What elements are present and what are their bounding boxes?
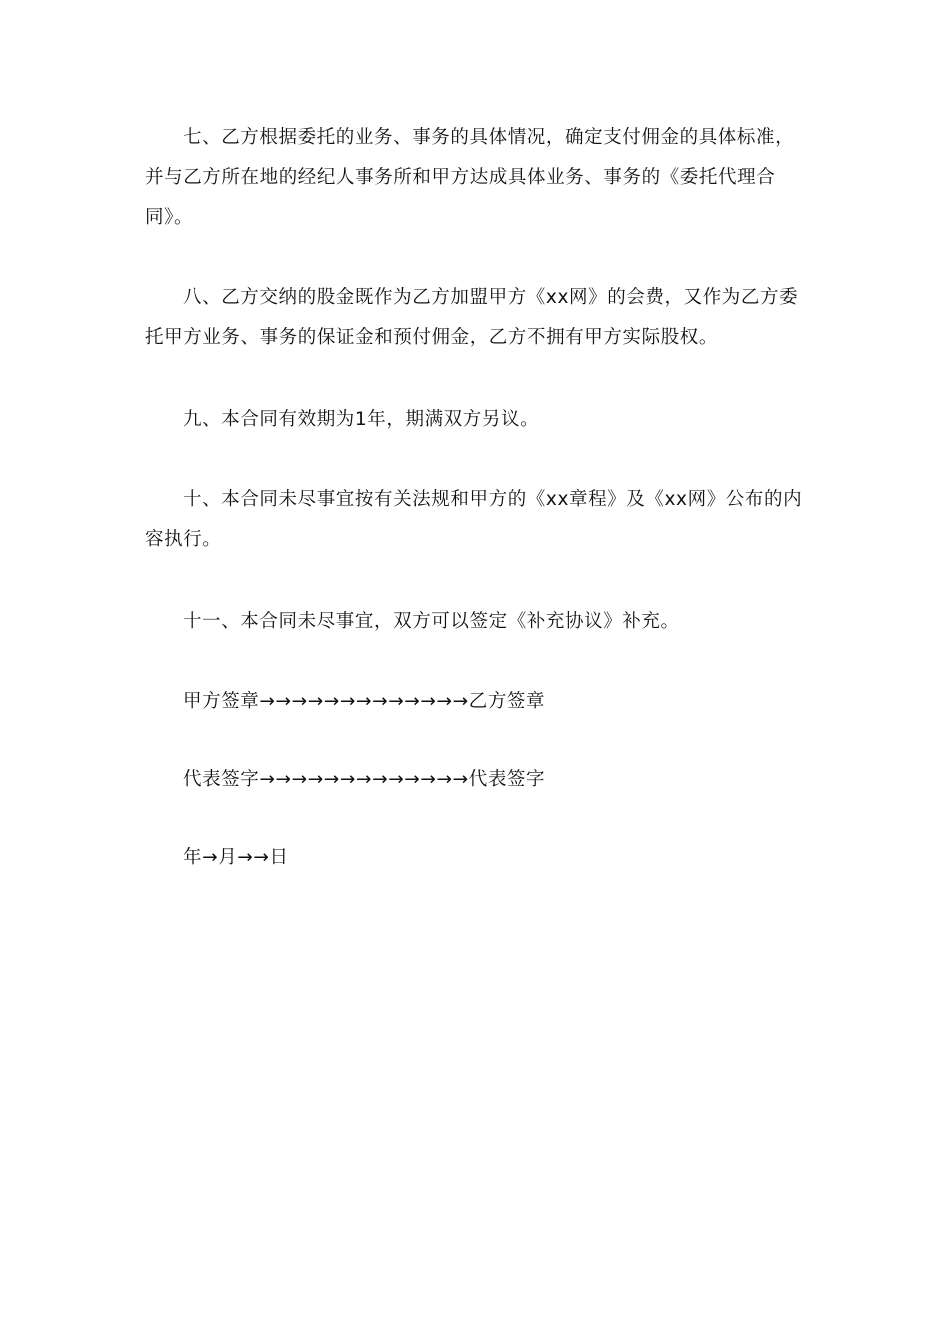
date-line: 年→月→→日 bbox=[183, 847, 289, 868]
clause-9: 九、本合同有效期为1年，期满双方另议。 bbox=[183, 409, 540, 430]
clause-11: 十一、本合同未尽事宜，双方可以签定《补充协议》补充。 bbox=[183, 611, 680, 632]
clause-10: 十、本合同未尽事宜按有关法规和甲方的《xx章程》及《xx网》公布的内容执行。 bbox=[145, 489, 803, 550]
party-seal-line: 甲方签章→→→→→→→→→→→→→乙方签章 bbox=[183, 691, 546, 712]
clause-7: 七、乙方根据委托的业务、事务的具体情况，确定支付佣金的具体标准，并与乙方所在地的经纪人事务所和甲方达成具体业务、事务的《委托代理合同》。 bbox=[145, 127, 795, 228]
representative-signature-line: 代表签字→→→→→→→→→→→→→代表签字 bbox=[183, 769, 546, 790]
clause-8: 八、乙方交纳的股金既作为乙方加盟甲方《xx网》的会费，又作为乙方委托甲方业务、事务的保证金和预付佣金，乙方不拥有甲方实际股权。 bbox=[145, 287, 799, 348]
